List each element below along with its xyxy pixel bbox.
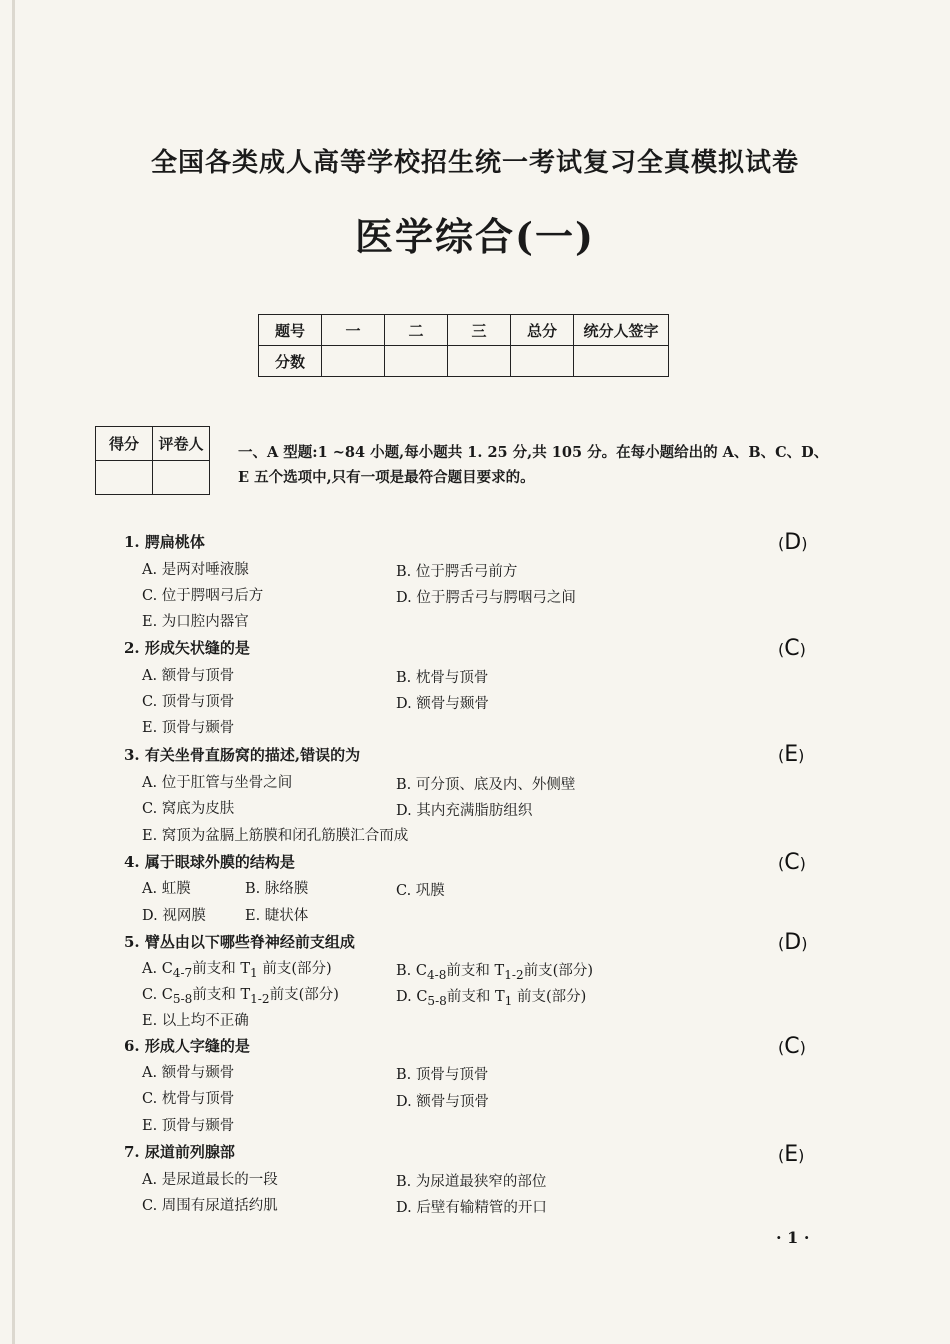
score-cell-row-label: 分数: [259, 346, 322, 377]
option: C. 顶骨与顶骨: [142, 694, 235, 710]
grader-name-label: 评卷人: [153, 427, 210, 461]
score-cell-section-1: 一: [322, 315, 385, 346]
option: B. 为尿道最狭窄的部位: [396, 1174, 547, 1190]
score-table-header-row: [259, 315, 669, 346]
option-with-subscripts: A. $C_{4-7}$前支和 $T_1$ 前支(部分): [142, 961, 332, 980]
option: C. 枕骨与顶骨: [142, 1091, 235, 1107]
answer-letter: C: [784, 636, 800, 661]
score-table: [258, 314, 669, 377]
score-table-value-row: [259, 346, 669, 377]
option: B. 顶骨与顶骨: [396, 1067, 489, 1083]
option-with-subscripts: C. $C_{5-8}$前支和 $T_{1-2}$前支(部分): [142, 987, 339, 1006]
option: A. 位于肛管与坐骨之间: [142, 775, 293, 791]
question-stem: 3. 有关坐骨直肠窝的描述,错误的为: [124, 746, 361, 764]
option: A. 额骨与颞骨: [142, 1065, 235, 1081]
score-cell-section-2: 二: [385, 315, 448, 346]
series-title: 全国各类成人高等学校招生统一考试复习全真模拟试卷: [150, 148, 799, 178]
option: C. 周围有尿道括约肌: [142, 1198, 278, 1214]
score-value-cell: [448, 346, 511, 377]
question-stem: 7. 尿道前列腺部: [124, 1143, 235, 1161]
option: D. 视网膜: [142, 908, 206, 924]
option: D. 后壁有输精管的开口: [396, 1200, 547, 1216]
score-cell-signature: 统分人签字: [574, 315, 669, 346]
question-stem: 2. 形成矢状缝的是: [124, 639, 250, 657]
handwritten-answer: (E): [778, 1142, 805, 1167]
score-value-cell: [574, 346, 669, 377]
score-value-cell: [385, 346, 448, 377]
option: B. 可分顶、底及内、外侧壁: [396, 777, 576, 793]
handwritten-answer: (D): [778, 930, 808, 955]
section-instruction: 一、A 型题:1 ~84 小题,每小题共 1. 25 分,共 105 分。在每小题给出的 A、B、C、D、E 五个选项中,只有一项是最符合题目要求的。: [238, 444, 829, 486]
grader-name-cell: [153, 461, 210, 495]
option: E. 为口腔内器官: [142, 614, 249, 630]
score-cell-label: 题号: [259, 315, 322, 346]
grader-score-label: 得分: [96, 427, 153, 461]
option: B. 位于腭舌弓前方: [396, 564, 518, 580]
answer-letter: C: [784, 850, 800, 875]
question-stem: 5. 臂丛由以下哪些脊神经前支组成: [124, 933, 355, 951]
score-cell-section-3: 三: [448, 315, 511, 346]
page-number: · 1 ·: [776, 1228, 810, 1247]
answer-letter: D: [784, 530, 802, 555]
option: B. 脉络膜: [245, 881, 309, 897]
paper-title: 医学综合(一): [355, 214, 595, 259]
option: C. 巩膜: [396, 883, 445, 899]
option: B. 枕骨与顶骨: [396, 670, 489, 686]
grader-score-cell: [96, 461, 153, 495]
option: C. 位于腭咽弓后方: [142, 588, 264, 604]
handwritten-answer: (C): [778, 850, 806, 875]
option: E. 窝顶为盆膈上筋膜和闭孔筋膜汇合而成: [142, 828, 409, 844]
option-with-subscripts: D. $C_{5-8}$前支和 $T_1$ 前支(部分): [396, 989, 587, 1008]
answer-letter: D: [784, 930, 802, 955]
answer-letter: E: [784, 1142, 799, 1167]
option: A. 是两对唾液腺: [142, 562, 249, 578]
question-stem: 6. 形成人字缝的是: [124, 1037, 250, 1055]
scan-edge: [12, 0, 15, 1344]
option: E. 睫状体: [245, 908, 309, 924]
option: E. 顶骨与颞骨: [142, 1118, 235, 1134]
question-stem: 4. 属于眼球外膜的结构是: [124, 853, 295, 871]
option: A. 虹膜: [142, 881, 191, 897]
handwritten-answer: (E): [778, 742, 805, 767]
score-value-cell: [322, 346, 385, 377]
handwritten-answer: (C): [778, 636, 806, 661]
option: A. 是尿道最长的一段: [142, 1172, 278, 1188]
handwritten-answer: (C): [778, 1034, 806, 1059]
score-value-cell: [511, 346, 574, 377]
answer-letter: E: [784, 742, 799, 767]
handwritten-answer: (D): [778, 530, 808, 555]
option: E. 顶骨与颞骨: [142, 720, 235, 736]
option: C. 窝底为皮肤: [142, 801, 235, 817]
option: D. 额骨与顶骨: [396, 1094, 489, 1110]
option: A. 额骨与顶骨: [142, 668, 235, 684]
question-stem: 1. 腭扁桃体: [124, 533, 205, 551]
option-with-subscripts: B. $C_{4-8}$前支和 $T_{1-2}$前支(部分): [396, 963, 593, 982]
score-cell-total: 总分: [511, 315, 574, 346]
option: E. 以上均不正确: [142, 1013, 249, 1029]
answer-letter: C: [784, 1034, 800, 1059]
option: D. 其内充满脂肪组织: [396, 803, 533, 819]
option: D. 位于腭舌弓与腭咽弓之间: [396, 590, 576, 606]
option: D. 额骨与颞骨: [396, 696, 489, 712]
grader-table: [95, 426, 210, 495]
